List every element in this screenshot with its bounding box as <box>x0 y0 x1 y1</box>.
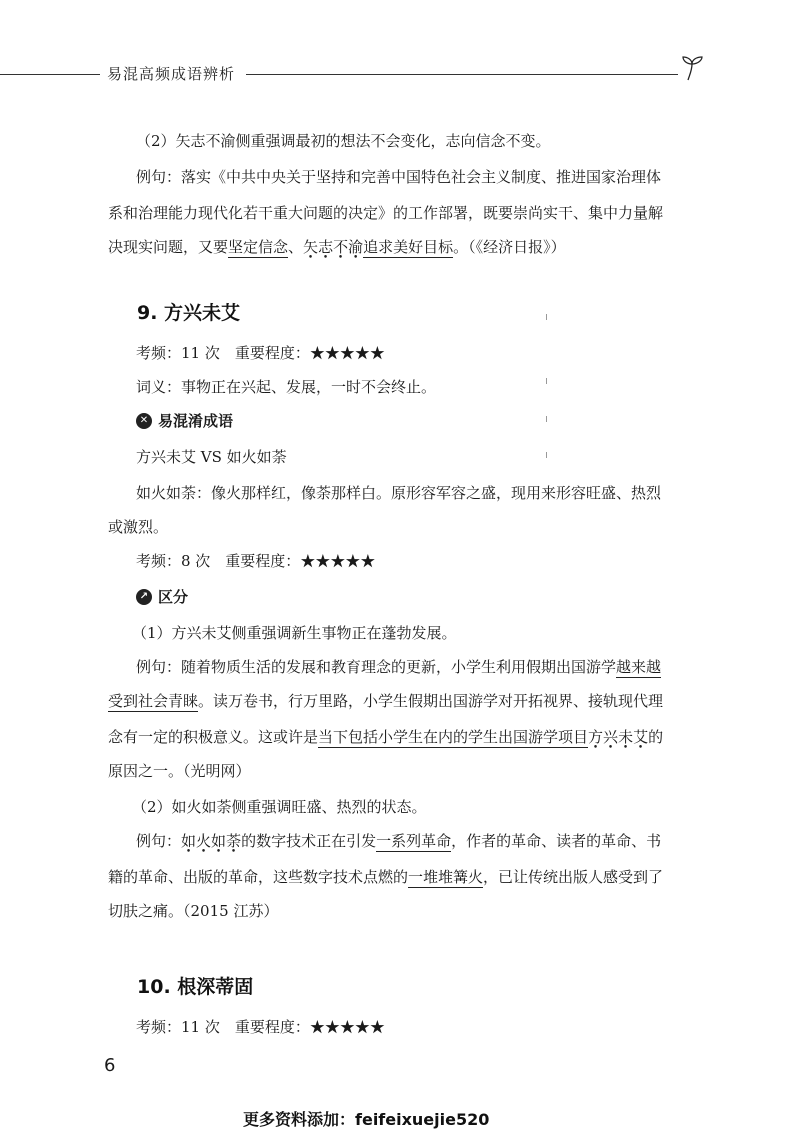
example-text: 例句： <box>136 832 182 850</box>
example-text: 例句：随着物质生活的发展和教育理念的更新，小学生利用假期出国游学 <box>136 658 617 676</box>
frequency-line: 考频：8 次 重要程度：★★★★★ <box>136 552 376 570</box>
entry-title: 9. 方兴未艾 <box>137 302 241 324</box>
versus-line: 方兴未艾 VS 如火如荼 <box>136 448 287 466</box>
underlined-phrase: 受到社会青睐 <box>108 692 199 710</box>
emphasized-idiom: 如火如荼 <box>181 832 242 850</box>
emphasized-idiom: 方兴未艾 <box>588 728 649 746</box>
example-line <box>136 830 661 851</box>
underlined-phrase: 一系列革命 <box>376 832 452 850</box>
example-line <box>108 236 566 257</box>
scan-mark <box>546 314 547 320</box>
example-line <box>108 866 663 887</box>
scan-mark <box>546 416 547 422</box>
confusable-heading <box>136 410 233 431</box>
example-text: ，已让传统出版人感受到了 <box>483 868 664 886</box>
running-header-title: 易混高频成语辨析 <box>107 65 236 83</box>
entry-title: 10. 根深蒂固 <box>137 976 254 998</box>
example-text: 。读万卷书，行万里路，小学生假期出国游学对开拓视界、接轨现代理 <box>198 692 664 710</box>
emphasized-idiom: 矢志不渝 <box>303 238 364 256</box>
example-text: 决现实问题，又要 <box>108 238 229 256</box>
page-number: 6 <box>104 1055 116 1076</box>
example-text: 落实《中共中央关于坚持和完善中国特色社会主义制度、推进国家治理体 <box>181 168 662 186</box>
source-citation: 。（《经济日报》） <box>453 238 566 256</box>
example-text: 念有一定的积极意义。这或许是 <box>108 728 319 746</box>
example-text: 籍的革命、出版的革命，这些数字技术点燃的 <box>108 868 409 886</box>
example-line <box>108 726 663 747</box>
header-rule-right <box>246 74 678 75</box>
definition-line: 如火如荼：像火那样红，像荼那样白。原形容军容之盛，现用来形容旺盛、热烈 <box>136 484 662 502</box>
example-text: 的 <box>648 728 664 746</box>
header-rule-left <box>0 74 100 75</box>
underlined-phrase: 一堆堆篝火 <box>408 868 484 886</box>
definition-line: 或激烈。 <box>108 518 169 536</box>
meaning-line: 词义：事物正在兴起、发展，一时不会终止。 <box>136 378 437 396</box>
underlined-phrase: 当下包括小学生在内的学生出国游学项目 <box>318 728 589 746</box>
underlined-phrase: 越来越 <box>616 658 662 676</box>
example-line <box>136 166 661 187</box>
difference-item-2: （2）如火如荼侧重强调旺盛、热烈的状态。 <box>132 798 427 816</box>
difference-heading <box>136 586 188 607</box>
example-text: 的数字技术正在引发 <box>241 832 377 850</box>
frequency-line: 考频：11 次 重要程度：★★★★★ <box>136 1018 385 1036</box>
sprout-icon <box>680 54 704 82</box>
scan-mark <box>546 378 547 384</box>
example-line <box>108 690 663 711</box>
shuffle-icon: ✕ <box>136 413 152 429</box>
footer-note: 更多资料添加：feifeixuejie520 <box>243 1110 490 1129</box>
example-line <box>136 656 661 677</box>
frequency-line: 考频：11 次 重要程度：★★★★★ <box>136 344 385 362</box>
underlined-phrase: 追求美好目标 <box>363 238 454 256</box>
compare-icon: ↗ <box>136 589 152 605</box>
scan-mark <box>546 452 547 458</box>
example-line: 切肤之痛。（2015 江苏） <box>108 902 279 920</box>
difference-item-1: （1）方兴未艾侧重强调新生事物正在蓬勃发展。 <box>132 624 457 642</box>
example-line: 系和治理能力现代化若干重大问题的决定》的工作部署，既要崇尚实干、集中力量解 <box>108 204 664 222</box>
item-2-text: （2）矢志不渝侧重强调最初的想法不会变化，志向信念不变。 <box>136 132 551 150</box>
underlined-phrase: 坚定信念 <box>228 238 289 256</box>
difference-heading-label: 区分 <box>158 588 189 606</box>
example-line: 原因之一。（光明网） <box>108 762 251 780</box>
example-label: 例句： <box>136 168 182 186</box>
example-text: 、 <box>288 238 304 256</box>
confusable-heading-label: 易混淆成语 <box>158 412 234 430</box>
example-text: ，作者的革命、读者的革命、书 <box>451 832 662 850</box>
